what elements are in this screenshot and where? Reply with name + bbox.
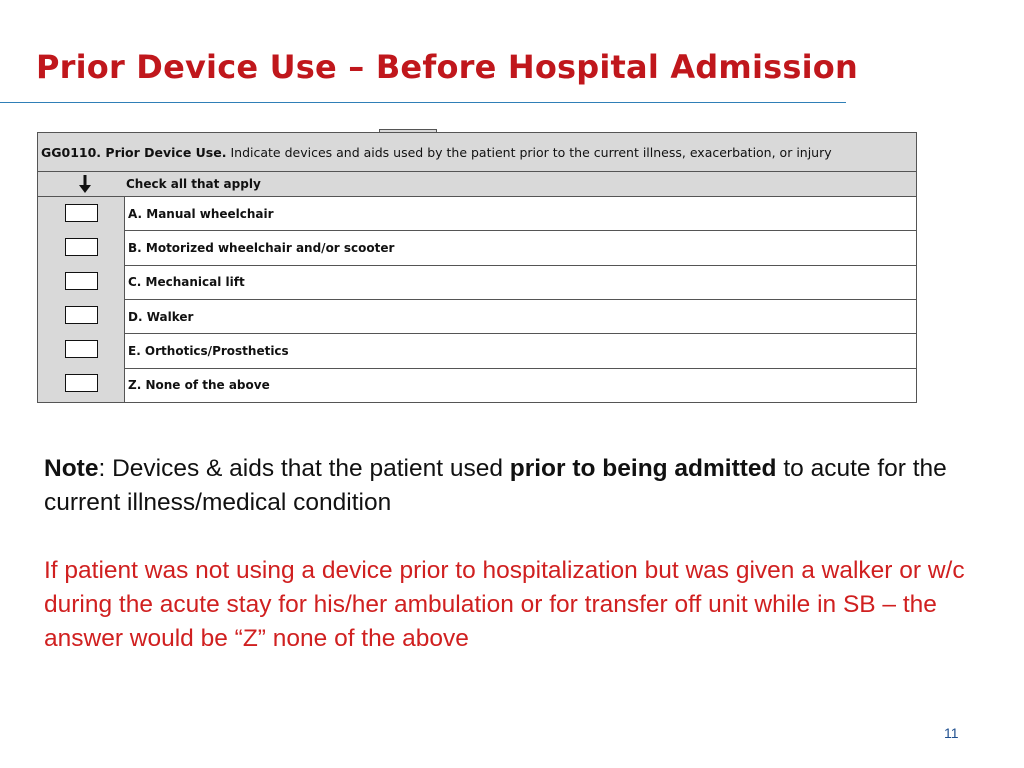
checkbox-orthotics-prosthetics[interactable] <box>65 340 98 358</box>
checkbox-manual-wheelchair[interactable] <box>65 204 98 222</box>
page-number: 11 <box>944 725 959 741</box>
page-title: Prior Device Use – Before Hospital Admission <box>36 48 858 86</box>
note-label: Note <box>44 455 99 482</box>
prior-device-use-form <box>37 129 917 403</box>
item-label: E. Orthotics/Prosthetics <box>125 334 916 368</box>
checkbox-walker[interactable] <box>65 306 98 324</box>
form-instruction: Indicate devices and aids used by the patient prior to the current illness, exacerbation, or injury <box>230 144 832 160</box>
note-emphasis: prior to being admitted <box>509 455 777 482</box>
item-label: A. Manual wheelchair <box>125 197 916 231</box>
form-code: GG0110. Prior Device Use. <box>41 144 227 160</box>
title-divider <box>0 102 846 103</box>
note-text-after: to acute for the current illness/medical condition <box>44 455 947 516</box>
checkbox-none-of-the-above[interactable] <box>65 374 98 392</box>
check-all-label: Check all that apply <box>126 177 261 191</box>
down-arrow-icon <box>78 175 92 193</box>
item-label: B. Motorized wheelchair and/or scooter <box>125 231 916 265</box>
form-subheader <box>37 172 917 197</box>
item-label: C. Mechanical lift <box>125 266 916 300</box>
item-label: D. Walker <box>125 300 916 334</box>
checkbox-motorized-wheelchair[interactable] <box>65 238 98 256</box>
checkbox-column <box>37 197 125 403</box>
item-list <box>125 197 917 403</box>
note-text-before: : Devices & aids that the patient used <box>98 455 510 482</box>
warning-paragraph: If patient was not using a device prior to hospitalization but was given a walker or w/c during the acute stay for his/her ambulation or for transfer off unit while in SB – the answer would be “Z” none of the above <box>44 557 965 652</box>
form-header <box>37 132 917 172</box>
item-label: Z. None of the above <box>125 369 916 403</box>
note-paragraph <box>44 452 974 520</box>
checkbox-mechanical-lift[interactable] <box>65 272 98 290</box>
